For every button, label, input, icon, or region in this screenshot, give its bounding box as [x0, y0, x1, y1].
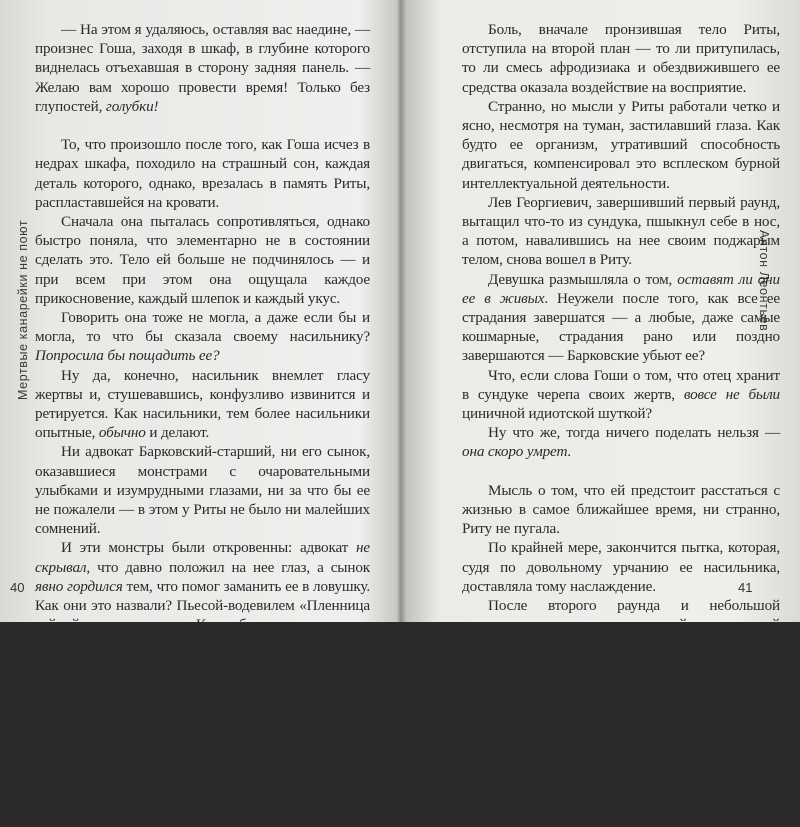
text-run: Что, если слова Гоши о том, что отец хранит в сундуке черепа своих жертв, [462, 366, 780, 403]
right-page-text [462, 20, 780, 807]
text-run: Ну да, конечно, насильник внемлет гласу жертвы и, стушевавшись, конфузливо извинится и ретируется. Как насильники, тем более насильники опытные, [35, 366, 370, 442]
italic-text: голубки! [105, 97, 159, 115]
text-run: Впрочем, она не сомневалась, что скоро умрет. Потому что после всего, что Барковские причинили ей, они не могут оставить ее в живых, просто не могут. [462, 731, 780, 807]
page-number-right: 41 [738, 580, 753, 595]
text-run: тем, что помог заманить ее в ловушку. Как они это назвали? Пьесой-водевилем «Пленница тайной комнаты, или Как обдурить недалекую девственницу»? [35, 577, 370, 653]
text-run: . [567, 443, 571, 461]
italic-text: обычно [98, 424, 146, 442]
text-run: циничной идиотской шуткой? [462, 405, 652, 423]
text-run: Рита думала об этих ужасных вещах, пока Лев Георгиевич Барковский, владелец самой известной адвокатской фирмы в городе, миллионер, бывший на короткой ноге с сильными мира сего, насиловал ее. [35, 712, 370, 807]
text-run: , что давно положил на нее глаз, а сынок [86, 558, 370, 576]
text-run: Сначала она пыталась сопротивляться, однако быстро поняла, что элементарно не в состоянии сделать это. Тело ей больше не подчинялось — и при всем при этом она ощущала каждое прикосновение, каждый шлепок и каждый укус. [35, 213, 370, 307]
right-page [404, 0, 800, 807]
paragraph [462, 596, 780, 730]
paragraph [462, 481, 780, 539]
italic-text: явно гордился [35, 577, 123, 595]
paragraph [35, 366, 370, 443]
left-page [0, 0, 400, 826]
paragraph [35, 711, 370, 807]
paragraph [462, 270, 780, 366]
text-run: После второго раунда и небольшой передышки последовал третий — самый длинный и самый ужасный. Стиснув зубы, Рита думала о том, что, если бы ее поставили перед выбором: немедленно умереть или продолжать испытывать то, что она испытывала, она бы выбрала [462, 597, 780, 730]
text-run: . [566, 712, 570, 730]
text-run: Ну что же, тогда ничего поделать нельзя — [488, 424, 780, 442]
text-run: . [65, 693, 70, 711]
italic-text: она сама [35, 673, 370, 711]
text-run: — На этом я удаляюсь, оставляя вас наедине, — произнес Гоша, заходя в шкаф, в глубине которого виднелась отъехавшая в сторону задняя панель. — Желаю вам хорошо провести время! Только без глупостей, [35, 21, 370, 115]
paragraph [35, 807, 370, 826]
text-run: Говорить она тоже не могла, а даже если бы и могла, то что бы сказала своему насильнику? [35, 309, 370, 346]
text-run: По крайней мере, закончится пытка, которая, судя по довольному урчанию ее насильника, доставляла тому наслаждение. [462, 539, 780, 595]
paragraph [462, 193, 780, 270]
italic-text: оставят ли они ее в живых [462, 270, 780, 307]
italic-text: вовсе не были [683, 385, 780, 403]
paragraph [462, 731, 780, 808]
section-break [35, 116, 370, 135]
paragraph [35, 135, 370, 212]
paragraph [462, 366, 780, 424]
text-run: То, что произошло после того, как Гоша исчез в недрах шкафа, походило на страшный сон, каждая деталь которого, однако, врезалась в память Риты, распластавшейся на кровати. [35, 136, 370, 211]
text-run: Боль, вначале пронзившая тело Риты, отступила на второй план — то ли притупилась, то ли смесь афродизиака и обездвижившего ее средства оказала воздействие на восприятие. [462, 21, 780, 96]
text-run: и делают. [145, 424, 210, 442]
paragraph [462, 97, 780, 193]
paragraph [35, 442, 370, 538]
paragraph [35, 654, 370, 712]
section-break [462, 462, 780, 481]
paragraph [35, 308, 370, 366]
running-head-left: Мертвые канарейки не поют [16, 219, 30, 400]
italic-text: Методично. Беспощадно. Изобретательно. [61, 808, 340, 826]
paragraph [462, 423, 780, 461]
text-run: . Неужели после того, как все ее страдания завершатся — а любые, даже самые кошмарные, страдания рано или поздно завершаются — Барковские убьют ее? [462, 289, 780, 365]
paragraph [462, 538, 780, 596]
text-run: Странно, но мысли у Риты работали четко и ясно, несмотря на туман, застилавший глаза. Как будто ее организм, утративший способность двигаться, компенсировал это всплеском бурной интеллектуальной деятельности. [462, 97, 780, 192]
paragraph [35, 212, 370, 308]
text-run: И этой недалекой девственницей — как, впрочем, и пленницей тайной комнаты — была [35, 654, 370, 691]
text-run: Мысль о том, что ей предстоит расстаться с жизнью в самое ближайшее время, ни странно, Риту не пугала. [462, 481, 780, 538]
left-page-text [35, 20, 370, 827]
italic-text: она скоро умрет [462, 443, 568, 461]
italic-text: смерть [518, 712, 567, 730]
text-run: Лев Георгиевич, завершивший первый раунд, вытащил что-то из сундука, пшыкнул себе в нос, а потом, навалившись на нее своим поджарым телом, снова вошел в Риту. [462, 193, 780, 269]
paragraph [35, 538, 370, 653]
italic-text: Попросила бы пощадить ее? [35, 347, 220, 365]
text-run: И эти монстры были откровенны: адвокат [61, 539, 357, 557]
italic-text: не скрывал [35, 539, 370, 576]
paragraph [462, 20, 780, 97]
text-run: Ни адвокат Барковский-старший, ни его сынок, оказавшиеся монстрами с очаровательными улыбками и изумрудными глазами, ни за что бы ее не пожалели — в этом у Риты не было ни малейших сомнений. [35, 443, 370, 538]
page-number-left: 40 [10, 580, 25, 595]
text-run: Девушка размышляла о том, [488, 270, 678, 288]
running-head-right: Антон Леонтьев [757, 230, 771, 332]
paragraph [35, 20, 370, 116]
